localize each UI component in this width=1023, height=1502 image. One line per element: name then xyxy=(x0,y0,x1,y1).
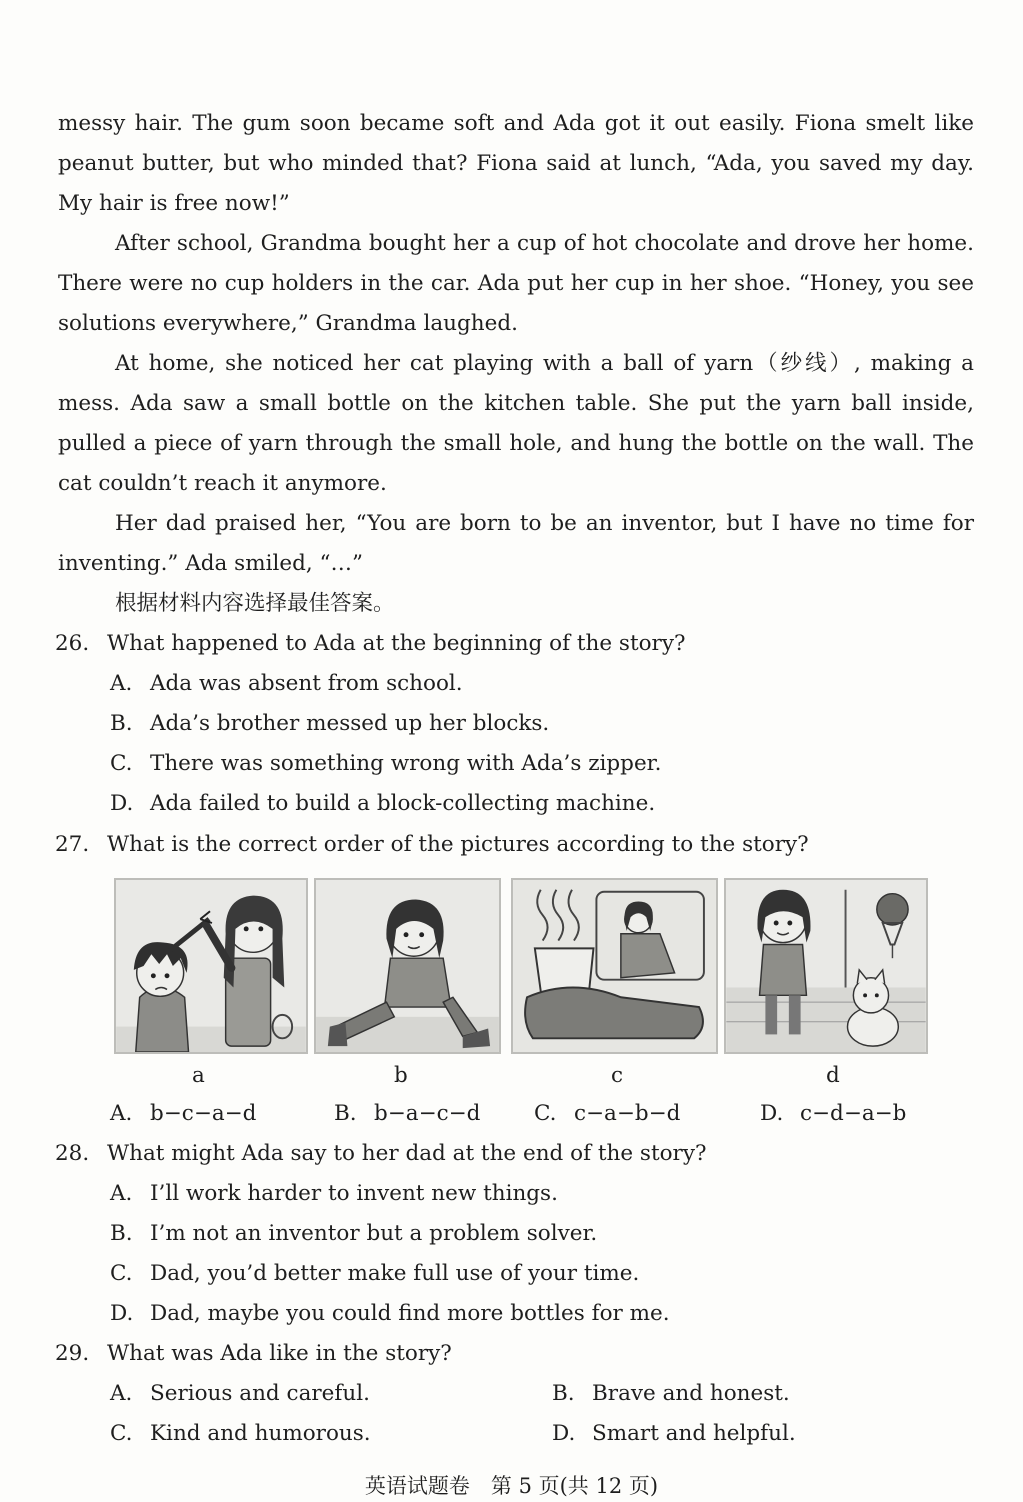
option-letter: B. xyxy=(110,1221,133,1246)
picture-label-c: c xyxy=(611,1063,624,1088)
option-text: c−a−b−d xyxy=(574,1101,681,1126)
passage-line: messy hair. The gum soon became soft and Ada got it out easily. Fiona smelt like xyxy=(58,111,974,136)
option-text: Serious and careful. xyxy=(150,1381,370,1406)
passage-line: After school, Grandma bought her a cup of hot chocolate and drove her home. xyxy=(115,231,974,256)
instruction: 根据材料内容选择最佳答案。 xyxy=(115,591,395,616)
option-letter: C. xyxy=(534,1101,557,1126)
option-text: Ada was absent from school. xyxy=(150,671,463,696)
picture-a xyxy=(114,878,308,1054)
picture-label-b: b xyxy=(394,1063,408,1088)
option-28a[interactable] xyxy=(110,1174,558,1214)
option-28d[interactable] xyxy=(110,1294,670,1334)
option-letter: D. xyxy=(110,1301,134,1326)
option-text: b−a−c−d xyxy=(374,1101,481,1126)
option-26d[interactable] xyxy=(110,784,655,824)
picture-label-a: a xyxy=(192,1063,205,1088)
option-29b[interactable] xyxy=(552,1374,790,1414)
passage-line: solutions everywhere,” Grandma laughed. xyxy=(58,311,518,336)
picture-label-d: d xyxy=(826,1063,840,1088)
option-letter: A. xyxy=(110,1101,133,1126)
question-number: 27. xyxy=(55,832,90,857)
option-text: Brave and honest. xyxy=(592,1381,790,1406)
passage-line: mess. Ada saw a small bottle on the kitchen table. She put the yarn ball inside, xyxy=(58,391,974,416)
question-26 xyxy=(55,624,686,664)
option-letter: D. xyxy=(552,1421,576,1446)
question-text: What might Ada say to her dad at the end of the story? xyxy=(107,1141,707,1166)
question-number: 28. xyxy=(55,1141,90,1166)
option-27c[interactable] xyxy=(534,1094,680,1134)
passage-line: There were no cup holders in the car. Ada put her cup in her shoe. “Honey, you see xyxy=(58,271,974,296)
option-text: I’m not an inventor but a problem solver. xyxy=(150,1221,598,1246)
option-text: b−c−a−d xyxy=(150,1101,257,1126)
option-letter: A. xyxy=(110,1381,133,1406)
option-text: Kind and humorous. xyxy=(150,1421,371,1446)
option-26c[interactable] xyxy=(110,744,661,784)
picture-b xyxy=(314,878,501,1054)
option-27d[interactable] xyxy=(760,1094,906,1134)
question-text: What is the correct order of the pictures according to the story? xyxy=(107,832,809,857)
question-text: What was Ada like in the story? xyxy=(107,1341,452,1366)
option-letter: B. xyxy=(334,1101,357,1126)
option-text: c−d−a−b xyxy=(800,1101,907,1126)
question-number: 26. xyxy=(55,631,90,656)
question-number: 29. xyxy=(55,1341,90,1366)
option-28c[interactable] xyxy=(110,1254,639,1294)
question-27 xyxy=(55,825,809,865)
option-28b[interactable] xyxy=(110,1214,597,1254)
page-footer: 英语试题卷 第 5 页(共 12 页) xyxy=(364,1474,659,1498)
option-letter: C. xyxy=(110,751,133,776)
option-letter: C. xyxy=(110,1421,133,1446)
option-29c[interactable] xyxy=(110,1414,371,1454)
passage-line: cat couldn’t reach it anymore. xyxy=(58,471,387,496)
passage-line: Her dad praised her, “You are born to be an inventor, but I have no time for xyxy=(115,511,974,536)
option-29a[interactable] xyxy=(110,1374,370,1414)
option-text: Ada’s brother messed up her blocks. xyxy=(150,711,550,736)
passage-line: At home, she noticed her cat playing with a ball of yarn（纱线）, making a xyxy=(115,351,974,376)
option-26a[interactable] xyxy=(110,664,463,704)
option-27b[interactable] xyxy=(334,1094,480,1134)
option-text: Smart and helpful. xyxy=(592,1421,796,1446)
illustration-a xyxy=(116,880,306,1052)
option-27a[interactable] xyxy=(110,1094,256,1134)
option-letter: B. xyxy=(110,711,133,736)
passage-line: pulled a piece of yarn through the small hole, and hung the bottle on the wall. The xyxy=(58,431,974,456)
question-29 xyxy=(55,1334,452,1374)
option-letter: D. xyxy=(110,791,134,816)
picture-c xyxy=(511,878,718,1054)
option-letter: B. xyxy=(552,1381,575,1406)
option-29d[interactable] xyxy=(552,1414,796,1454)
option-text: I’ll work harder to invent new things. xyxy=(150,1181,558,1206)
passage-line: inventing.” Ada smiled, “…” xyxy=(58,551,363,576)
question-text: What happened to Ada at the beginning of the story? xyxy=(107,631,686,656)
picture-d xyxy=(724,878,928,1054)
option-26b[interactable] xyxy=(110,704,549,744)
option-letter: C. xyxy=(110,1261,133,1286)
option-text: Ada failed to build a block-collecting machine. xyxy=(150,791,656,816)
illustration-c xyxy=(513,880,716,1052)
option-letter: D. xyxy=(760,1101,784,1126)
option-text: Dad, you’d better make full use of your time. xyxy=(150,1261,640,1286)
option-letter: A. xyxy=(110,671,133,696)
passage-line: My hair is free now!” xyxy=(58,191,290,216)
passage-line: peanut butter, but who minded that? Fiona said at lunch, “Ada, you saved my day. xyxy=(58,151,974,176)
illustration-d xyxy=(726,880,926,1052)
option-text: Dad, maybe you could find more bottles for me. xyxy=(150,1301,670,1326)
option-letter: A. xyxy=(110,1181,133,1206)
question-28 xyxy=(55,1134,707,1174)
option-text: There was something wrong with Ada’s zipper. xyxy=(150,751,662,776)
illustration-b xyxy=(316,880,499,1052)
